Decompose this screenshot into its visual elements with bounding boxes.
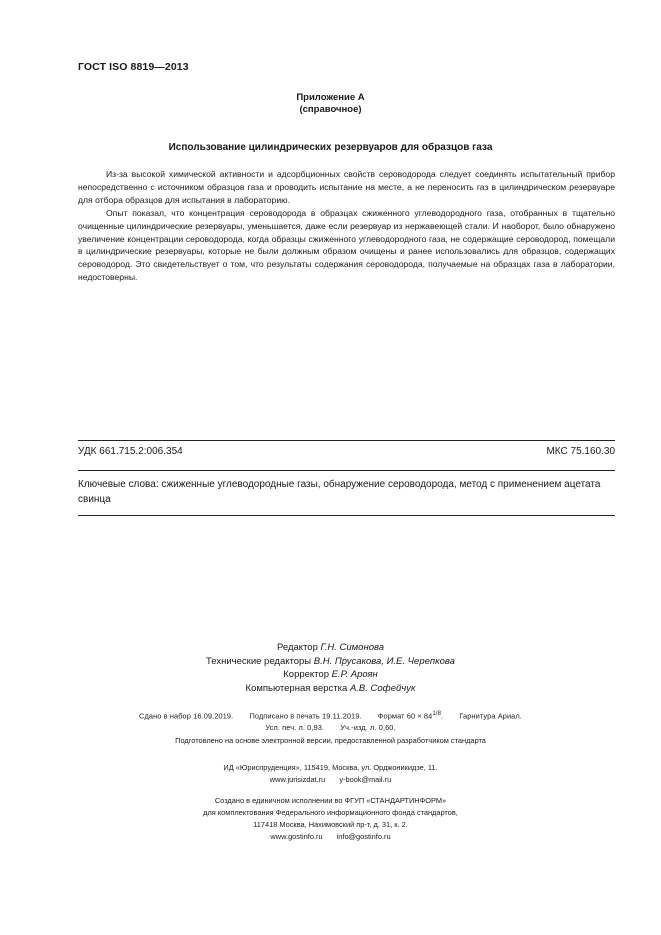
credit-editor: Редактор Г.Н. Симонова — [276, 642, 385, 653]
credit-layout: Компьютерная верстка А.В. Софейчук — [245, 682, 416, 694]
body-text — [78, 168, 615, 284]
print-info — [0, 708, 661, 734]
producer-email-link[interactable]: info@gostinfo.ru — [336, 832, 391, 841]
credit-corrector: Корректор Е.Р. Ароян — [283, 669, 378, 681]
divider-middle — [78, 470, 615, 471]
document-code: ГОСТ ISO 8819—2013 — [78, 61, 189, 73]
section-title: Использование цилиндрических резервуаров для образцов газа — [168, 142, 493, 153]
print-info-line-1: Сдано в набор 16.09.2019. Подписано в печать 19.11.2019. Формат $60 \times 84^{1/8}$. Гарнитура Ариал. — [139, 711, 522, 721]
credit-technical-editors: Технические редакторы В.Н. Прусакова, И.Е. Черепкова — [206, 655, 455, 667]
annex-title: Приложение А — [296, 92, 365, 103]
producer-info: Создано в единичном исполнении во ФГУП «СТАНДАРТИНФОРМ» для комплектования Федерального информационного фонда стандартов, 117418 Москва, Нахимовский пр-т, д. 31, к. 2. www.gostinfo.ru info@gostinfo.ru — [203, 796, 458, 841]
prepared-note: Подготовлено на основе электронной версии, предоставленной разработчиком стандарта — [175, 736, 486, 745]
publisher-info: ИД «Юриспруденция», 115419, Москва, ул. Орджоникидзе, 11. www.jurisizdat.ru y-book@mail.ru — [223, 763, 438, 784]
annex-subtitle: (справочное) — [299, 104, 362, 115]
publisher-website-link[interactable]: www.jurisizdat.ru — [269, 775, 326, 784]
mks-code: МКС 75.160.30 — [546, 446, 615, 457]
producer-website-link[interactable]: www.gostinfo.ru — [270, 832, 323, 841]
paragraph-1: Из-за высокой химической активности и адсорбционных свойств сероводорода следует соединять испытательный прибор непосредственно с источником образцов газа и проводить испытание на месте, а не переносить газ в цилиндрическом резервуаре для отбора образцов для испытания в лабораторию. — [78, 169, 615, 205]
divider-bottom — [78, 515, 615, 516]
credits-block — [0, 641, 661, 695]
udc-code: УДК 661.715.2:006.354 — [78, 446, 183, 457]
print-info-line-2: Усл. печ. л. 0,93. Уч.-изд. л. 0,60. — [265, 723, 396, 733]
publisher-email-link[interactable]: y-book@mail.ru — [339, 775, 392, 784]
keywords: Ключевые слова: сжиженные углеводородные газы, обнаружение сероводорода, метод с применением ацетата свинца — [78, 479, 601, 505]
paragraph-2: Опыт показал, что концентрация сероводорода в образцах сжиженного углеводородного газа, отобранных в тщательно очищенные цилиндрические резервуары, уменьшается, даже если резервуар из нержавеющей стали. И наоборот, было обнаружено увеличение концентрации сероводорода, когда образцы сжиженного углеводородного газа, не содержащие сероводород, помещали в цилиндрические резервуары, которые не были должным образом очищены и ранее использовались для образцов, содержащих сероводород. Это свидетельствует о том, что результаты содержания сероводорода, получаемые на образцах газа в лаборатории, недостоверны. — [78, 207, 615, 283]
divider-top — [78, 440, 615, 441]
